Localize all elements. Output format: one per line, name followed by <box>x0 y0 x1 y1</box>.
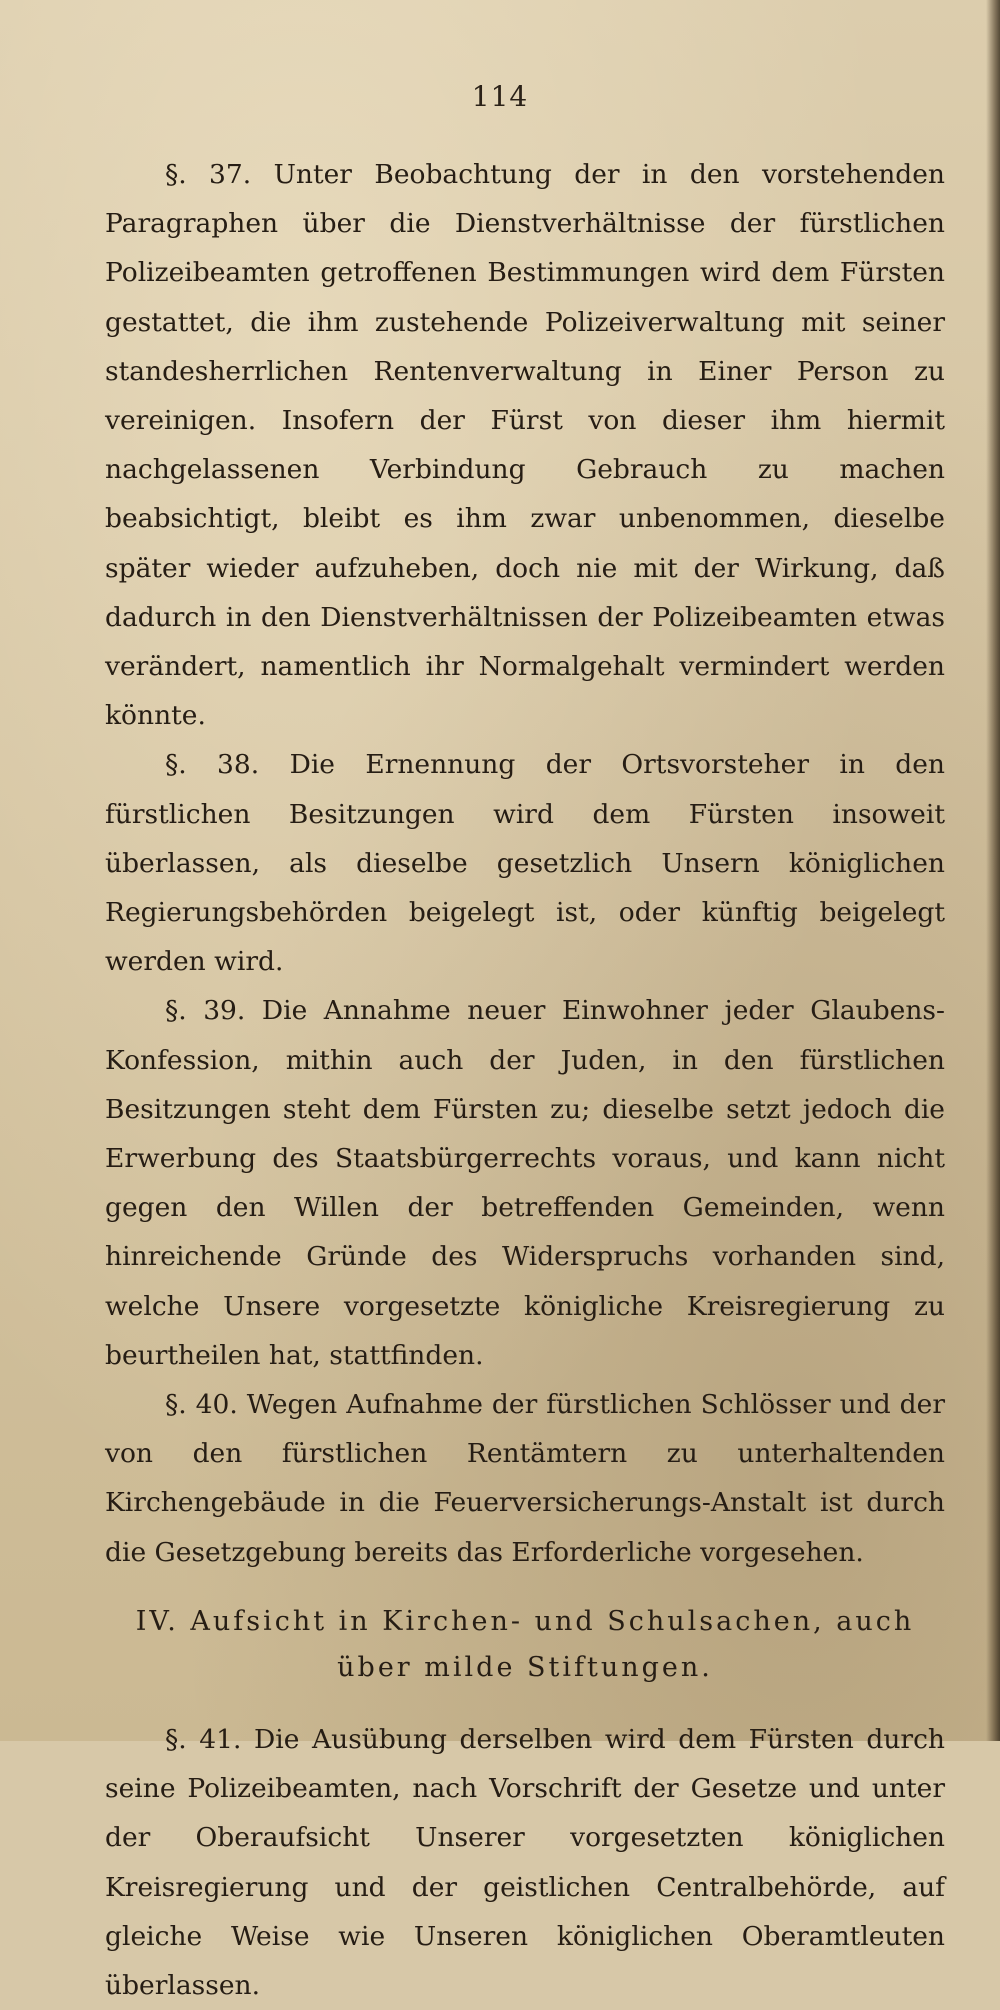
section-heading-line-2: über milde Stiftungen. <box>337 1651 713 1683</box>
paragraph-39: §. 39. Die Annahme neuer Einwohner jeder Glaubens-Konfession, mithin auch der Juden, in den fürstlichen Besitzungen steht dem Fürsten zu; dieselbe setzt jedoch die Erwerbung des Staatsbürgerrechts voraus, und kann nicht gegen den Willen der betreffenden Gemeinden, wenn hinreichende Gründe des Widerspruchs vorhanden sind, welche Unsere vorgesetzte königliche Kreisregierung zu beurtheilen hat, stattfinden. <box>105 995 945 1371</box>
paragraph-40: §. 40. Wegen Aufnahme der fürstlichen Schlösser und der von den fürstlichen Rentämtern zu unterhaltenden Kirchengebäude in die Feuerversicherungs-Anstalt ist durch die Gesetzgebung bereits das Erforderliche vorgesehen. <box>105 1389 945 1568</box>
paragraph-38: §. 38. Die Ernennung der Ortsvorsteher in den fürstlichen Besitzungen wird dem Fürsten insoweit überlassen, als dieselbe gesetzlich Unsern königlichen Regierungsbehörden beigelegt ist, oder künftig beigelegt werden wird. <box>105 749 945 978</box>
paragraph-41: §. 41. Die Ausübung derselben wird dem Fürsten durch seine Polizeibeamten, nach Vorschrift der Gesetze und unter der Oberaufsicht Unserer vorgesetzten königlichen Kreisregierung und der geistlichen Centralbehörde, auf gleiche Weise wie Unseren königlichen Oberamtleuten überlassen. <box>105 1723 945 2001</box>
paragraph-37: §. 37. Unter Beobachtung der in den vorstehenden Paragraphen über die Dienstverhältnisse der fürstlichen Polizeibeamten getroffenen Bestimmungen wird dem Fürsten gestattet, die ihm zustehende Polizeiverwaltung mit seiner standesherrlichen Rentenverwaltung in Einer Person zu vereinigen. Insofern der Fürst von dieser ihm hiermit nachgelassenen Verbindung Gebrauch zu machen beabsichtigt, bleibt es ihm zwar unbenommen, dieselbe später wieder aufzuheben, doch nie mit der Wirkung, daß dadurch in den Dienstverhältnissen der Polizeibeamten etwas verändert, namentlich ihr Normalgehalt vermindert werden könnte. <box>105 159 945 732</box>
section-heading-line-1: IV. Aufsicht in Kirchen- und Schulsachen, auch <box>135 1605 915 1637</box>
body-text <box>105 150 945 2010</box>
page-number: 114 <box>471 80 529 113</box>
section-heading <box>105 1599 945 1691</box>
page-edge-shadow <box>986 0 1000 1741</box>
